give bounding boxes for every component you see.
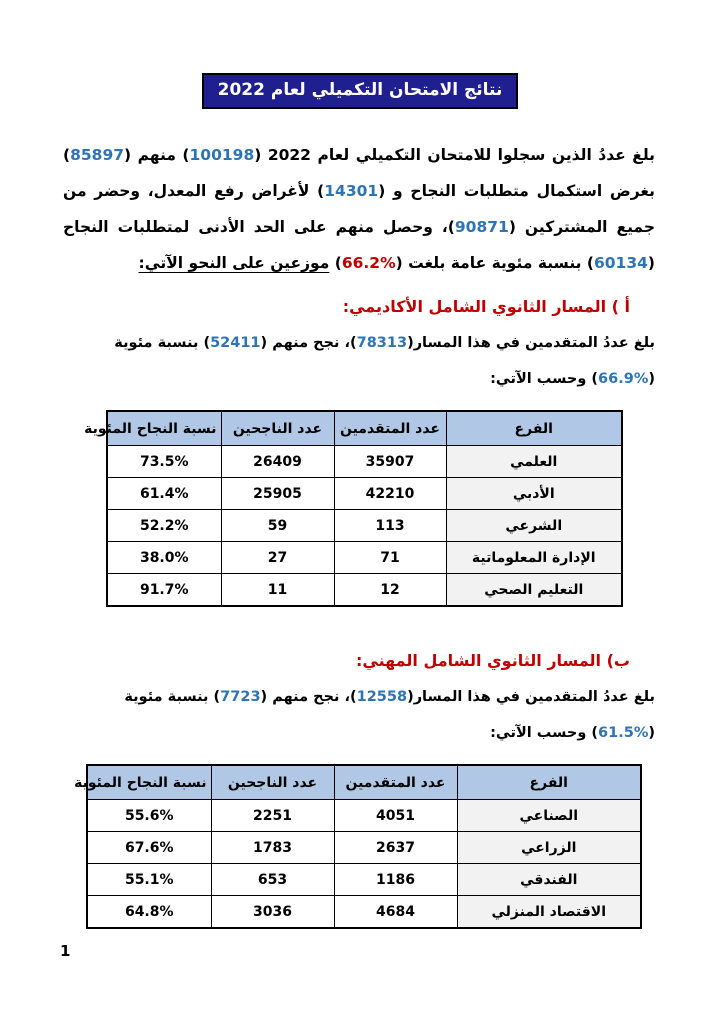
table-row (87, 832, 641, 864)
section-a-paragraph (63, 325, 655, 397)
value-cell: 4684 (334, 896, 457, 929)
text-segment: ) وحسب الآتي: (490, 371, 599, 387)
value-cell: 3036 (211, 896, 334, 929)
value-cell: 73.5% (107, 446, 221, 478)
text-segment: ) بنسبة مئوية عامة بلغت ( (395, 254, 594, 272)
branch-cell: الزراعي (457, 832, 641, 864)
text-segment-blue: 14301 (324, 182, 379, 200)
value-cell: 35907 (334, 446, 446, 478)
branch-cell: الاقتصاد المنزلي (457, 896, 641, 929)
text-segment: ) (329, 254, 342, 272)
value-cell: 55.6% (87, 800, 211, 832)
branch-cell: التعليم الصحي (446, 574, 622, 607)
value-cell: 653 (211, 864, 334, 896)
table-row (107, 542, 622, 574)
value-cell: 12 (334, 574, 446, 607)
title-row (0, 73, 720, 109)
section-a-heading: أ ) المسار الثانوي الشامل الأكاديمي: (342, 297, 630, 316)
value-cell: 67.6% (87, 832, 211, 864)
value-cell: 25905 (221, 478, 334, 510)
column-header: عدد الناجحين (211, 765, 334, 800)
column-header: عدد المتقدمين (334, 411, 446, 446)
table-row (87, 800, 641, 832)
table-row (107, 478, 622, 510)
text-segment-blue: %61.5 (598, 725, 649, 741)
document-title: نتائج الامتحان التكميلي لعام 2022 (202, 73, 519, 109)
text-segment-blue: 60134 (593, 254, 648, 272)
branch-cell: العلمي (446, 446, 622, 478)
value-cell: 59 (221, 510, 334, 542)
text-segment: )، وحصل منهم على الحد الأدنى لمتطلبات النجاح ( (63, 218, 655, 272)
text-segment: ) منهم ( (124, 146, 190, 164)
table-row (87, 896, 641, 929)
text-segment-blue: %66.9 (598, 371, 649, 387)
value-cell: 61.4% (107, 478, 221, 510)
column-header: الفرع (446, 411, 622, 446)
vocational-results-table (74, 764, 642, 929)
value-cell: 55.1% (87, 864, 211, 896)
text-segment: بلغ عددُ المتقدمين في هذا المسار( (407, 335, 655, 351)
text-segment-blue: 100198 (189, 146, 255, 164)
intro-paragraph (63, 137, 655, 281)
page-number: 1 (60, 942, 71, 960)
value-cell: 2251 (211, 800, 334, 832)
text-segment: )، نجح منهم ( (260, 335, 357, 351)
value-cell: 38.0% (107, 542, 221, 574)
table-header-row (107, 411, 622, 446)
column-header: نسبة النجاح المئوية (107, 411, 221, 446)
column-header: نسبة النجاح المئوية (87, 765, 211, 800)
branch-cell: الشرعي (446, 510, 622, 542)
text-segment: بلغ عددُ الذين سجلوا للامتحان التكميلي لعام 2022 ( (254, 146, 655, 164)
value-cell: 4051 (334, 800, 457, 832)
section-b-paragraph (63, 679, 655, 751)
text-segment: )، نجح منهم ( (260, 689, 357, 705)
text-segment: ) وحسب الآتي: (490, 725, 599, 741)
text-segment-blue: 12558 (356, 689, 408, 705)
value-cell: 1783 (211, 832, 334, 864)
text-segment-blue: 78313 (356, 335, 408, 351)
table-row (87, 864, 641, 896)
branch-cell: الفندقي (457, 864, 641, 896)
value-cell: 64.8% (87, 896, 211, 929)
section-b-heading: ب) المسار الثانوي الشامل المهني: (356, 651, 630, 670)
branch-cell: الإدارة المعلوماتية (446, 542, 622, 574)
value-cell: 52.2% (107, 510, 221, 542)
value-cell: 11 (221, 574, 334, 607)
value-cell: 2637 (334, 832, 457, 864)
text-segment-blue: 85897 (70, 146, 125, 164)
value-cell: 71 (334, 542, 446, 574)
text-segment-blue: 7723 (220, 689, 261, 705)
text-segment: ) لأغراض رفع المعدل، وحضر من جميع المشتركين ( (63, 182, 655, 236)
value-cell: 91.7% (107, 574, 221, 607)
value-cell: 26409 (221, 446, 334, 478)
column-header: الفرع (457, 765, 641, 800)
branch-cell: الأدبي (446, 478, 622, 510)
academic-results-table (84, 410, 623, 607)
value-cell: 113 (334, 510, 446, 542)
text-segment: بلغ عددُ المتقدمين في هذا المسار( (407, 689, 655, 705)
text-segment-blue: 52411 (210, 335, 261, 351)
table-header-row (87, 765, 641, 800)
value-cell: 1186 (334, 864, 457, 896)
text-segment: ) بغرض استكمال متطلبات النجاح و ( (63, 146, 655, 200)
value-cell: 42210 (334, 478, 446, 510)
text-segment-underline: موزعين على النحو الآتي: (138, 254, 330, 272)
table-row (107, 446, 622, 478)
text-segment-blue: 90871 (454, 218, 509, 236)
branch-cell: الصناعي (457, 800, 641, 832)
table-row (107, 574, 622, 607)
text-segment-red: %66.2 (341, 254, 396, 272)
column-header: عدد المتقدمين (334, 765, 457, 800)
value-cell: 27 (221, 542, 334, 574)
text-segment: ) بنسبة مئوية ( (124, 689, 655, 741)
text-segment: ) بنسبة مئوية ( (114, 335, 655, 387)
column-header: عدد الناجحين (221, 411, 334, 446)
table-row (107, 510, 622, 542)
